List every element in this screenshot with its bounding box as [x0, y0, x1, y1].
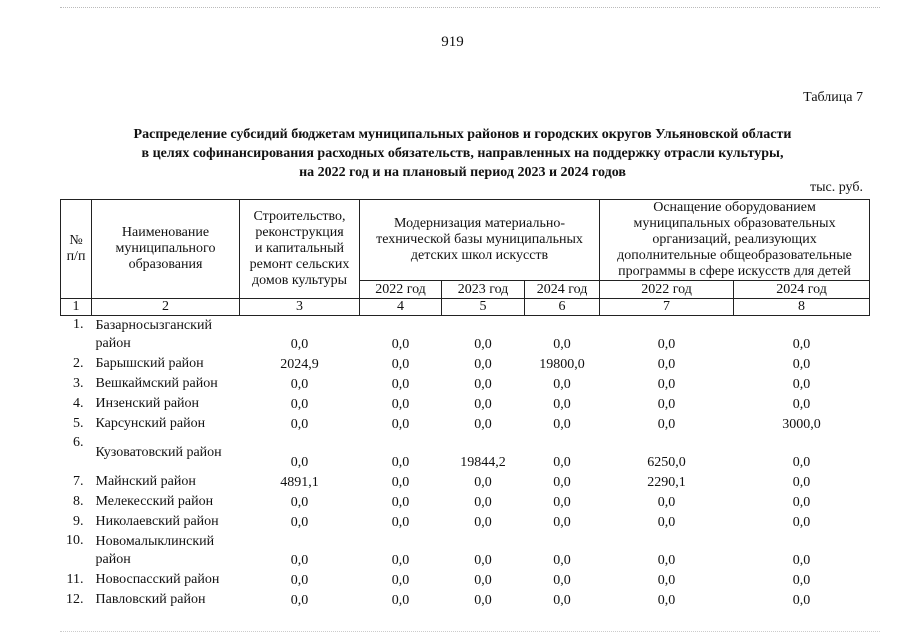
amount-cell: 19800,0	[539, 357, 585, 372]
amount-cell: 0,0	[391, 553, 410, 568]
column-index: 2	[92, 299, 240, 316]
table-row	[61, 434, 870, 472]
amount-cell: 0,0	[290, 553, 309, 568]
amount-cell: 0,0	[657, 417, 676, 432]
column-index: 5	[442, 299, 525, 316]
scan-artifact-top	[60, 7, 880, 8]
row-number: 6.	[73, 435, 84, 450]
row-number: 7.	[73, 474, 84, 489]
amount-cell: 0,0	[553, 593, 571, 608]
amount-cell: 0,0	[290, 495, 309, 510]
column-index: 4	[360, 299, 442, 316]
amount-cell: 0,0	[657, 573, 676, 588]
amount-cell: 0,0	[391, 455, 410, 470]
amount-cell: 0,0	[391, 593, 410, 608]
amount-cell: 0,0	[553, 553, 571, 568]
table-row	[61, 492, 870, 512]
amount-cell: 0,0	[657, 593, 676, 608]
amount-cell: 0,0	[657, 337, 676, 352]
amount-cell: 0,0	[391, 397, 410, 412]
amount-cell: 0,0	[290, 593, 309, 608]
row-number: 11.	[66, 572, 84, 587]
amount-cell: 0,0	[474, 377, 492, 392]
amount-cell: 0,0	[474, 593, 492, 608]
amount-cell: 0,0	[792, 397, 811, 412]
district-name: Новоспасский район	[95, 572, 220, 587]
district-name: Барышский район	[95, 356, 204, 371]
amount-cell: 2024,9	[280, 357, 319, 372]
row-number: 1.	[73, 317, 84, 332]
header-year: 2024 год	[525, 281, 600, 299]
table-row	[61, 570, 870, 590]
table-row	[61, 590, 870, 610]
document-title	[90, 125, 835, 182]
amount-cell: 0,0	[553, 377, 571, 392]
amount-cell: 0,0	[553, 475, 571, 490]
header-equipment: Оснащение оборудованием муниципальных образовательных организаций, реализующих дополнительные общеобразовательные программы в сфере искусств для детей	[600, 200, 870, 281]
table-row	[61, 394, 870, 414]
column-index: 8	[734, 299, 870, 316]
header-year: 2022 год	[600, 281, 734, 299]
column-index: 1	[61, 299, 92, 316]
row-number: 12.	[66, 592, 84, 607]
row-number: 3.	[73, 376, 84, 391]
amount-cell: 0,0	[657, 495, 676, 510]
row-number: 8.	[73, 494, 84, 509]
amount-cell: 0,0	[792, 475, 811, 490]
header-year: 2022 год	[360, 281, 442, 299]
table-row	[61, 512, 870, 532]
amount-cell: 0,0	[553, 515, 571, 530]
amount-cell: 0,0	[657, 397, 676, 412]
amount-cell: 0,0	[553, 495, 571, 510]
header-name: Наименование муниципального образования	[92, 200, 240, 299]
header-year: 2024 год	[734, 281, 870, 299]
table-row	[61, 354, 870, 374]
amount-cell: 0,0	[792, 495, 811, 510]
amount-cell: 0,0	[792, 455, 811, 470]
district-name: Новомалыклинский район	[95, 534, 215, 567]
amount-cell: 0,0	[657, 515, 676, 530]
amount-cell: 0,0	[792, 593, 811, 608]
subsidy-table	[60, 199, 870, 610]
district-name: Инзенский район	[95, 396, 200, 411]
amount-cell: 0,0	[792, 357, 811, 372]
table-row	[61, 532, 870, 570]
district-name: Майнский район	[95, 474, 196, 489]
amount-cell: 6250,0	[647, 455, 686, 470]
amount-cell: 0,0	[553, 455, 571, 470]
amount-cell: 2290,1	[647, 475, 686, 490]
scan-artifact-bottom	[60, 631, 880, 632]
table-row	[61, 316, 870, 355]
amount-cell: 0,0	[391, 357, 410, 372]
row-number: 5.	[73, 416, 84, 431]
amount-cell: 0,0	[391, 337, 410, 352]
amount-cell: 0,0	[474, 495, 492, 510]
amount-cell: 0,0	[474, 357, 492, 372]
amount-cell: 0,0	[391, 377, 410, 392]
title-line-3: на 2022 год и на плановый период 2023 и 2024 годов	[299, 165, 626, 180]
amount-cell: 0,0	[290, 455, 309, 470]
amount-cell: 0,0	[657, 553, 676, 568]
amount-cell: 0,0	[290, 417, 309, 432]
column-index: 6	[525, 299, 600, 316]
row-number: 9.	[73, 514, 84, 529]
header-num: № п/п	[61, 200, 92, 299]
amount-cell: 0,0	[657, 377, 676, 392]
amount-cell: 0,0	[474, 573, 492, 588]
row-number: 10.	[66, 533, 84, 548]
amount-cell: 0,0	[290, 397, 309, 412]
header-year: 2023 год	[442, 281, 525, 299]
amount-cell: 0,0	[391, 495, 410, 510]
amount-cell: 3000,0	[782, 417, 821, 432]
amount-cell: 0,0	[792, 515, 811, 530]
header-modernization: Модернизация материально- технической базы муниципальных детских школ искусств	[360, 200, 600, 281]
amount-cell: 0,0	[792, 573, 811, 588]
units-label: тыс. руб.	[810, 180, 863, 195]
amount-cell: 0,0	[474, 475, 492, 490]
title-line-1: Распределение субсидий бюджетам муниципальных районов и городских округов Ульяновской области	[133, 127, 792, 142]
amount-cell: 0,0	[391, 475, 410, 490]
amount-cell: 19844,2	[460, 455, 506, 470]
amount-cell: 0,0	[792, 337, 811, 352]
district-name: Карсунский район	[95, 416, 206, 431]
row-number: 2.	[73, 356, 84, 371]
amount-cell: 0,0	[657, 357, 676, 372]
amount-cell: 0,0	[474, 515, 492, 530]
title-line-2: в целях софинансирования расходных обязательств, направленных на поддержку отрасли культуры,	[141, 146, 784, 161]
amount-cell: 0,0	[474, 417, 492, 432]
amount-cell: 0,0	[553, 337, 571, 352]
amount-cell: 0,0	[553, 397, 571, 412]
amount-cell: 0,0	[290, 377, 309, 392]
amount-cell: 0,0	[474, 397, 492, 412]
column-index: 7	[600, 299, 734, 316]
amount-cell: 0,0	[290, 515, 309, 530]
header-construction: Строительство, реконструкция и капитальный ремонт сельских домов культуры	[240, 200, 360, 299]
district-name: Мелекесский район	[95, 494, 214, 509]
district-name: Николаевский район	[95, 514, 219, 529]
table-body	[61, 316, 870, 611]
district-name: Базарносызганский район	[95, 318, 212, 351]
amount-cell: 0,0	[474, 337, 492, 352]
table-row	[61, 472, 870, 492]
amount-cell: 0,0	[391, 417, 410, 432]
district-name: Кузоватовский район	[95, 445, 222, 460]
column-index: 3	[240, 299, 360, 316]
amount-cell: 0,0	[553, 573, 571, 588]
amount-cell: 0,0	[553, 417, 571, 432]
amount-cell: 0,0	[792, 553, 811, 568]
table-row	[61, 414, 870, 434]
amount-cell: 0,0	[290, 337, 309, 352]
district-name: Павловский район	[95, 592, 206, 607]
amount-cell: 0,0	[792, 377, 811, 392]
amount-cell: 0,0	[474, 553, 492, 568]
page-number: 919	[441, 34, 464, 50]
table-row	[61, 374, 870, 394]
amount-cell: 0,0	[391, 515, 410, 530]
amount-cell: 4891,1	[280, 475, 319, 490]
district-name: Вешкаймский район	[95, 376, 218, 391]
table-caption: Таблица 7	[803, 90, 863, 105]
amount-cell: 0,0	[290, 573, 309, 588]
row-number: 4.	[73, 396, 84, 411]
amount-cell: 0,0	[391, 573, 410, 588]
